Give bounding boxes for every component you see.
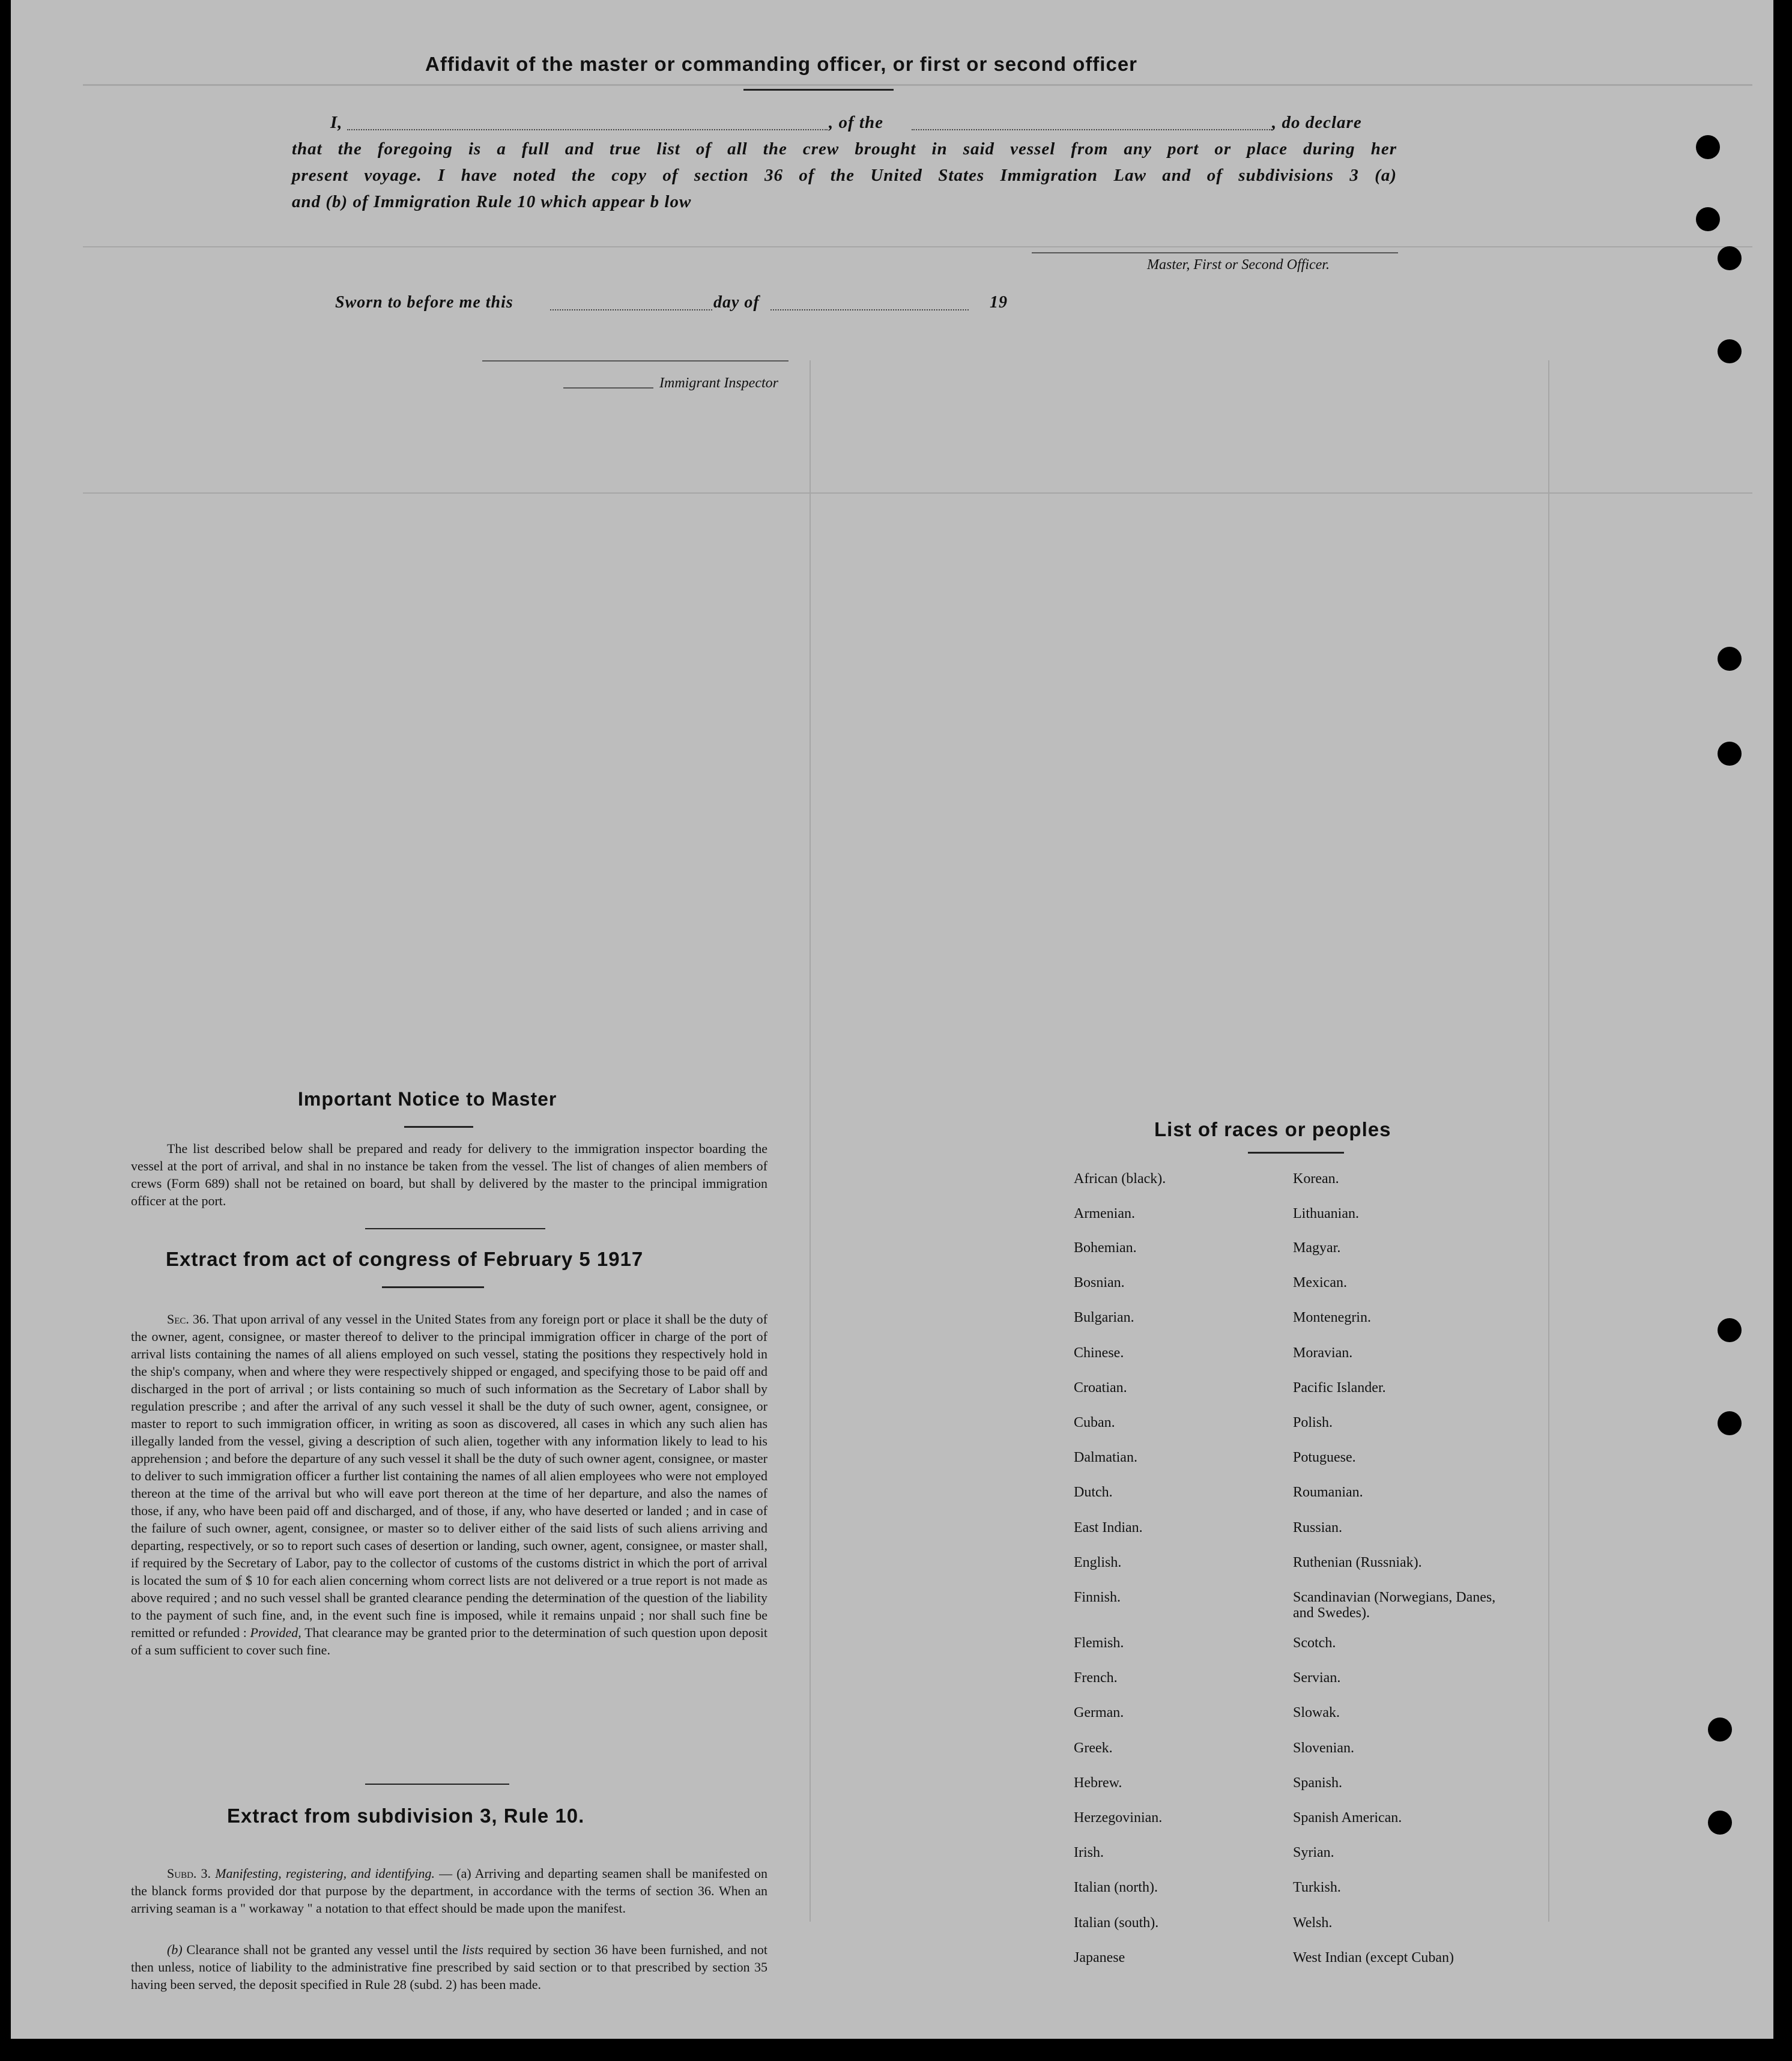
race-item: Irish. <box>1074 1845 1104 1860</box>
affidavit-line-3: present voyage. I have noted the copy of section 36 of the United States Immigration Law and of subdivisions 3 (a) <box>292 166 1397 185</box>
race-item: Servian. <box>1293 1670 1341 1686</box>
race-item: Herzegovinian. <box>1074 1810 1163 1826</box>
race-item: German. <box>1074 1705 1124 1721</box>
affidavit-title: Affidavit of the master or commanding officer, or first or second officer <box>425 53 1138 75</box>
day-of-label: day of <box>713 293 760 312</box>
race-item: Dalmatian. <box>1074 1450 1137 1465</box>
race-item: Korean. <box>1293 1171 1339 1187</box>
race-item: Flemish. <box>1074 1635 1124 1651</box>
race-item: Scandinavian (Norwegians, Danes, and Swedes). <box>1293 1590 1496 1621</box>
race-item: Greek. <box>1074 1740 1113 1756</box>
race-item: Slowak. <box>1293 1705 1340 1721</box>
manifest-sheet <box>11 0 1773 2039</box>
extract-rule-b <box>131 1941 767 1993</box>
race-item: Pacific Islander. <box>1293 1380 1386 1396</box>
race-item: Finnish. <box>1074 1590 1121 1605</box>
extract-act-title-rule <box>382 1286 484 1288</box>
affidavit-i-label: I, <box>330 113 343 132</box>
extract-rule-a-italic: Manifesting, registering, and identifying. <box>215 1866 435 1881</box>
sworn-label: Sworn to before me this <box>335 293 513 312</box>
race-item: Roumanian. <box>1293 1484 1363 1500</box>
bleed-through-rule <box>83 246 1752 247</box>
sworn-day-field[interactable] <box>550 309 712 310</box>
affidavit-name-field[interactable] <box>347 129 828 130</box>
race-item: Mexican. <box>1293 1275 1347 1291</box>
race-item: Lithuanian. <box>1293 1206 1359 1221</box>
race-item: Japanese <box>1074 1950 1125 1966</box>
inspector-caption: Immigrant Inspector <box>659 375 778 391</box>
affidavit-do-declare: , do declare <box>1272 113 1362 132</box>
notice-divider <box>365 1228 545 1229</box>
binder-hole <box>1696 207 1720 231</box>
races-title: List of races or peoples <box>1154 1118 1391 1140</box>
extract-rule-b-text2: required by section 36 have been furnished, and not then unless, notice of liability to the administrative fine prescribed by said section or to that prescribed by section 35 having been served, the deposit specified in Rule 28 (subd. 2) has been made. <box>131 1942 768 1992</box>
race-item: Russian. <box>1293 1520 1343 1536</box>
binder-hole <box>1718 339 1742 363</box>
race-item: West Indian (except Cuban) <box>1293 1950 1454 1966</box>
binder-hole <box>1708 1811 1732 1835</box>
race-item: Syrian. <box>1293 1845 1334 1860</box>
affidavit-title-rule <box>743 89 894 91</box>
race-item: Montenegrin. <box>1293 1310 1371 1325</box>
extract-act-tail: That clearance may be granted prior to the determination of such question upon deposit of a sum sufficient to cover such fine. <box>131 1625 767 1657</box>
extract-act-provided: Provided, <box>250 1625 301 1640</box>
race-item: Scotch. <box>1293 1635 1336 1651</box>
extract-act-text <box>131 1310 767 1659</box>
race-item: Spanish American. <box>1293 1810 1402 1826</box>
affidavit-line-2: that the foregoing is a full and true list of all the crew brought in said vessel from any port or place during her <box>292 139 1397 159</box>
race-item: Potuguese. <box>1293 1450 1356 1465</box>
bleed-through-column <box>1548 360 1549 1922</box>
affidavit-line-4: and (b) of Immigration Rule 10 which appear b low <box>292 192 692 211</box>
race-item: Bohemian. <box>1074 1240 1137 1256</box>
race-item: Italian (south). <box>1074 1915 1159 1931</box>
bleed-through-rule <box>83 492 1752 494</box>
binder-hole <box>1718 742 1742 766</box>
binder-hole <box>1696 135 1720 159</box>
inspector-signature-line[interactable] <box>482 360 789 362</box>
races-title-rule <box>1248 1152 1344 1154</box>
extract-act-body: That upon arrival of any vessel in the United States from any foreign port or place it shall be the duty of the owner, agent, consignee, or master thereof to deliver to the principal immigration officer in charge of the port of arrival lists containing the names of all aliens employed on such vessel, stating the positions they respectively hold in the ship's company, when and where they were respectively shipped or engaged, and specifying those to be paid off and discharged in the port of arrival ; or lists containing so much of such information as the Secretary of Labor shall by regulation prescribe ; and after the arrival of any such vessel it shall be the duty of such owner, agent, consignee, or master to report to such immigration officer, in writing as soon as discovered, all cases in which any such alien has illegally landed from the vessel, giving a description of such alien, together with any information likely to lead to his apprehension ; and before the departure of any such vessel it shall be the duty of such owner agent, consignee, or master to deliver to such immigration officer a further list containing the names of all alien employees who were not employed thereon at the time of the arrival but who will eave port thereon at the time of her departure, and also the names of those, if any, who have been paid off and discharged, and of those, if any, who have deserted or landed ; and in case of the failure of such owner, agent, consignee, or master so to deliver either of the said lists of such aliens arriving and departing, respectively, or so to report such cases of desertion or landing, such owner, agent, consignee, or master shall, if required by the Secretary of Labor, pay to the collector of customs of the customs district in which the port of arrival is located the sum of $ 10 for each alien concerning whom correct lists are not delivered or a true report is not made as above required ; and no such vessel shall be granted clearance pending the determination of the question of the liability to the payment of such fine, and, in the event such fine is imposed, while it remains unpaid ; nor shall such fine be remitted or refunded : <box>131 1312 767 1640</box>
race-item: English. <box>1074 1555 1122 1570</box>
notice-text: The list described below shall be prepared and ready for delivery to the immigration inspector boarding the vessel at the port of arrival, and shal in no instance be taken from the vessel. The list of changes of alien members of crews (Form 689) shall not be retained on board, but shall by delivered by the master to the principal immigration officer at the port. <box>131 1141 767 1208</box>
race-item: Magyar. <box>1293 1240 1341 1256</box>
binder-hole <box>1708 1718 1732 1742</box>
race-item: Spanish. <box>1293 1775 1343 1791</box>
binder-hole <box>1718 1411 1742 1435</box>
race-item: Italian (north). <box>1074 1880 1158 1895</box>
race-item: Bosnian. <box>1074 1275 1125 1291</box>
binder-hole <box>1718 1318 1742 1342</box>
master-signature-caption: Master, First or Second Officer. <box>1147 257 1330 273</box>
affidavit-of-the: , of the <box>829 113 883 132</box>
affidavit-vessel-field[interactable] <box>912 129 1272 130</box>
extract-rule-b-text1: Clearance shall not be granted any vessel until the <box>186 1942 458 1957</box>
race-item: African (black). <box>1074 1171 1166 1187</box>
notice-title: Important Notice to Master <box>298 1088 557 1110</box>
extract-act-title: Extract from act of congress of February 5 1917 <box>166 1248 644 1270</box>
notice-title-rule <box>404 1126 473 1128</box>
race-item: Cuban. <box>1074 1415 1115 1430</box>
extract-rule-a-lead: Subd. 3. <box>167 1866 211 1881</box>
extract-rule-title: Extract from subdivision 3, Rule 10. <box>227 1805 585 1827</box>
sworn-month-field[interactable] <box>770 309 969 310</box>
race-item: Polish. <box>1293 1415 1333 1430</box>
extract-rule-b-lead: (b) <box>167 1942 183 1957</box>
race-item: Slovenian. <box>1293 1740 1354 1756</box>
race-item: Chinese. <box>1074 1345 1124 1361</box>
master-signature-line[interactable] <box>1032 252 1398 253</box>
race-item: Ruthenian (Russniak). <box>1293 1555 1422 1570</box>
race-item: Bulgarian. <box>1074 1310 1134 1325</box>
race-item: Hebrew. <box>1074 1775 1122 1791</box>
extract-act-divider <box>365 1784 509 1785</box>
binder-hole <box>1718 246 1742 270</box>
race-item: Turkish. <box>1293 1880 1341 1895</box>
race-item: Welsh. <box>1293 1915 1333 1931</box>
extract-rule-b-italic: lists <box>462 1942 483 1957</box>
race-item: Armenian. <box>1074 1206 1135 1221</box>
race-item: French. <box>1074 1670 1118 1686</box>
race-item: East Indian. <box>1074 1520 1143 1536</box>
extract-rule-a-text: — (a) Arriving and departing seamen shall be manifested on the blanck forms provided dor that purpose by the department, in accordance with the terms of section 36. When an arriving seaman is a " workaway " a notation to that effect should be made upon the manifest. <box>131 1866 768 1916</box>
race-item: Moravian. <box>1293 1345 1353 1361</box>
inspector-sub-line <box>563 387 653 389</box>
bleed-through-rule <box>83 84 1752 86</box>
binder-hole <box>1718 647 1742 671</box>
extract-act-lead: Sec. 36. <box>167 1312 210 1327</box>
extract-rule-a <box>131 1865 767 1917</box>
bleed-through-column <box>810 360 811 1922</box>
sworn-year-label: 19 <box>990 293 1008 312</box>
race-item: Dutch. <box>1074 1484 1113 1500</box>
race-item: Croatian. <box>1074 1380 1127 1396</box>
